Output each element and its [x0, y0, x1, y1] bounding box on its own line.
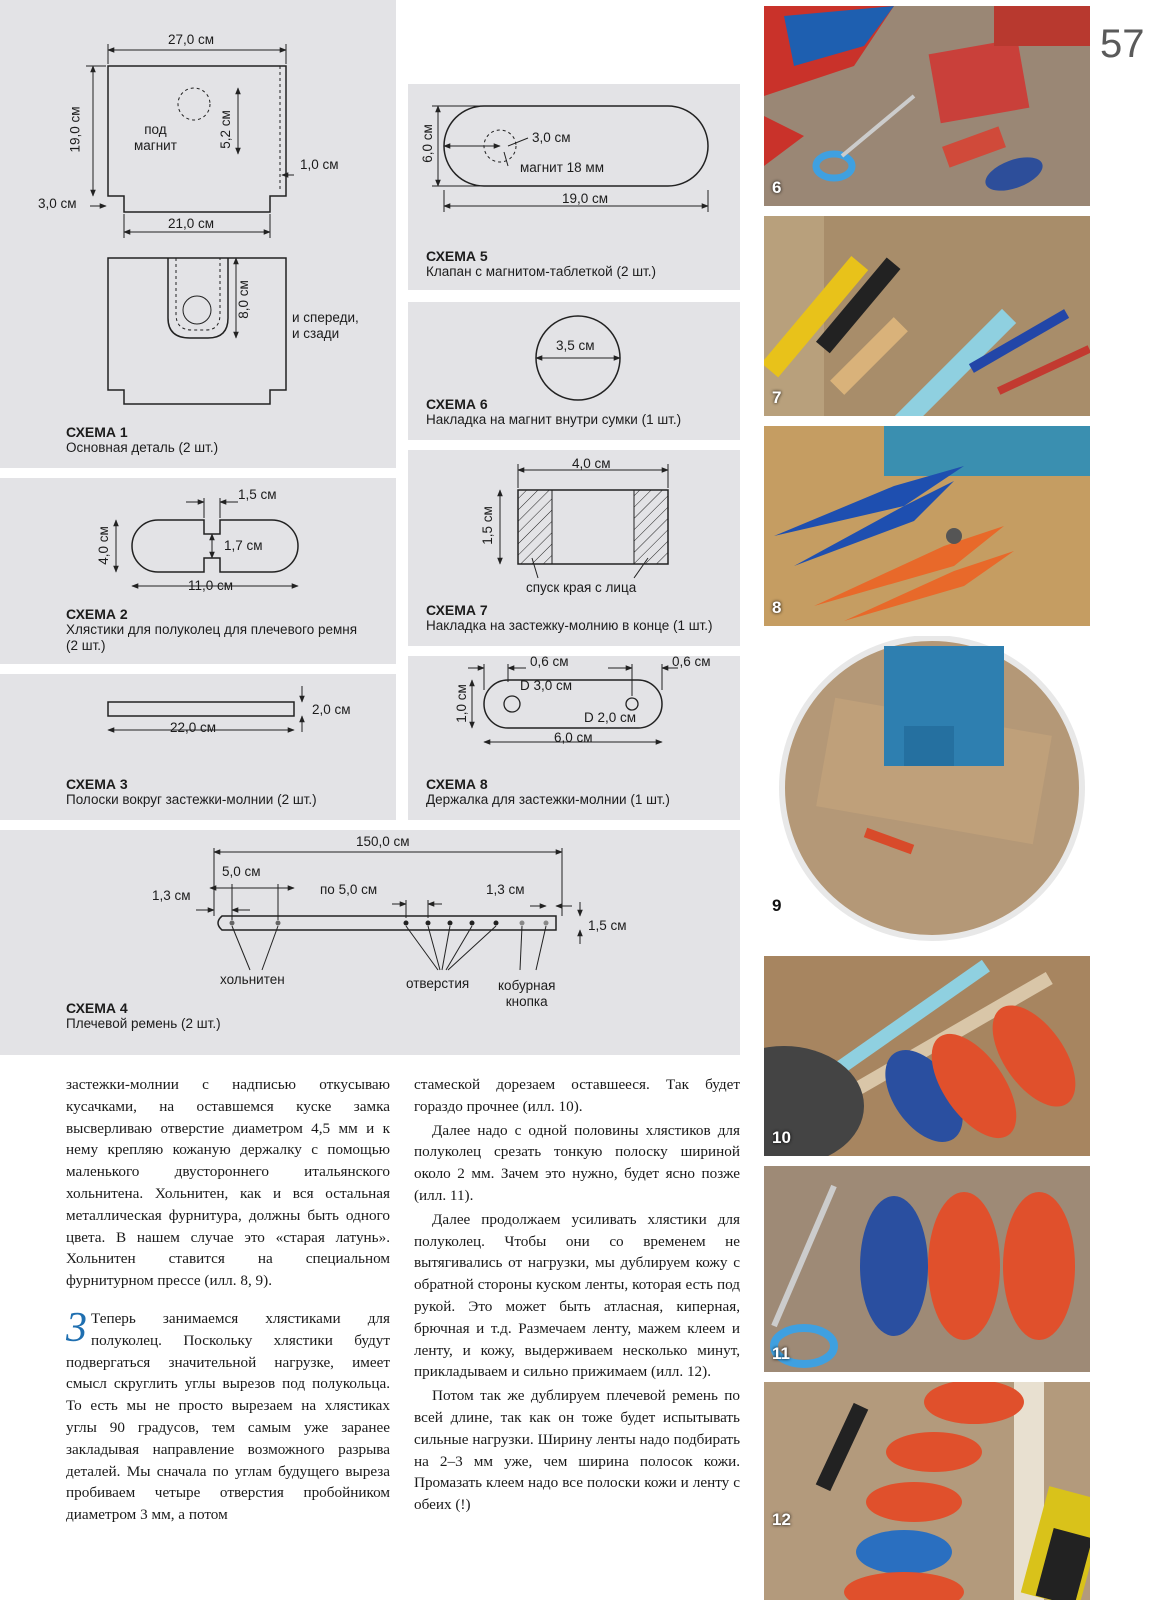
scheme3-panel: [0, 674, 396, 820]
scheme5-dim-length: 19,0 см: [562, 191, 609, 206]
scheme5-caption: [426, 248, 656, 280]
scheme6-caption: [426, 396, 681, 428]
scheme7-dim-width: 4,0 см: [572, 456, 611, 471]
scheme8-title: СХЕМА 8: [426, 776, 488, 792]
scheme4-dim-height: 1,5 см: [588, 918, 627, 933]
scheme4-caption: [66, 1000, 221, 1032]
scheme1-dim-notch: 3,0 см: [38, 196, 77, 211]
dropcap-3: 3: [66, 1304, 87, 1351]
scheme6-caption-text: Накладка на магнит внутри сумки (1 шт.): [426, 412, 682, 427]
photo-10-number: 10: [772, 1128, 791, 1147]
scheme3-title: СХЕМА 3: [66, 776, 128, 792]
glue-and-tabs-photo: [764, 1382, 1090, 1600]
scheme5-title: СХЕМА 5: [426, 248, 488, 264]
scheme7-panel: [408, 450, 740, 646]
scheme1-dim-width: 27,0 см: [168, 32, 215, 47]
scheme3-dim-height: 2,0 см: [312, 702, 351, 717]
scheme5-label-magnet: магнит 18 мм: [520, 160, 604, 175]
photo-10: [764, 956, 1090, 1156]
scheme7-caption-text: Накладка на застежку-молнию в конце (1 шт.): [426, 618, 713, 633]
scheme2-dim-notch-w: 1,5 см: [238, 487, 277, 502]
scheme6-title: СХЕМА 6: [426, 396, 488, 412]
scheme4-label-holes: отверстия: [406, 976, 470, 991]
page-number: 57: [1100, 22, 1145, 66]
scheme5-panel: [408, 84, 740, 290]
col2-paragraph-3: Далее продолжаем усиливать хлястики для полуколец. Чтобы они со временем не вытягивались от нагрузки, мы дублируем кожу с обратной стороны куском ленты, которая есть под рукой. Это может быть атласная, киперная, брючная и т.д. Размечаем ленту, мажем клеем и ленту, и кожу, выдерживаем несколько минут, прикладываем и сильно прижимаем (илл. 12).: [414, 1210, 740, 1381]
scheme1-dim-bottom: 21,0 см: [168, 216, 215, 231]
col2-paragraph-2: Далее надо с одной половины хлястиков для полуколец срезать тонкую полоску шириной около 2 мм. Зачем это нужно, будет ясно позже (илл. 11).: [414, 1121, 740, 1204]
press-photo: [764, 636, 1090, 946]
photo-11-number: 11: [772, 1344, 790, 1363]
scheme4-panel: [0, 830, 740, 1055]
text-column-2: [414, 1074, 740, 1518]
scheme5-dim-height: 6,0 см: [419, 124, 435, 163]
scheme2-caption: [66, 606, 366, 654]
scheme1-panel: [0, 0, 396, 468]
hammer-and-straps-photo: [764, 956, 1090, 1156]
photo-6: [764, 6, 1090, 206]
col1-paragraph-1: застежки-молнии с надписью откусываю кусачками, на оставшемся куске замка высверливаю отверстие диаметром 4,5 мм и к нему крепляю кожаную держалку с помощью маленького двустороннего итальянского хольнитена. Хольнитен, как и вся остальная металлическая фурнитура, должны быть одного цвета. В нашем случае это «старая латунь». Хольнитен ставится на специальном фурнитурном прессе (илл. 8, 9).: [66, 1076, 390, 1290]
scheme1-title: СХЕМА 1: [66, 424, 128, 440]
photo-12: [764, 1382, 1090, 1600]
col1-paragraph-2: [66, 1304, 390, 1526]
scheme8-dim-height: 1,0 см: [453, 684, 469, 723]
scheme4-dim-first: 5,0 см: [222, 864, 261, 879]
scheme7-title: СХЕМА 7: [426, 602, 488, 618]
scheme5-caption-text: Клапан с магнитом-таблеткой (2 шт.): [426, 264, 656, 279]
photo-12-number: 12: [772, 1510, 791, 1529]
scheme2-title: СХЕМА 2: [66, 606, 128, 622]
photo-7-number: 7: [772, 388, 782, 407]
scheme1-caption: [66, 424, 218, 456]
scheme4-dim-holes: по 5,0 см: [320, 882, 378, 897]
scheme4-title: СХЕМА 4: [66, 1000, 128, 1016]
col2-paragraph-4: Потом так же дублируем плечевой ремень по всей длине, так как он тоже будет испытывать сильные нагрузки. Ширину ленты надо подбирать на 2–3 мм уже, чем ширина полосок кожи. Промазать клеем надо все полоски кожи и ленту с обеих (!): [414, 1387, 740, 1514]
knife-and-awl-photo: [764, 216, 1090, 416]
pliers-photo: [764, 426, 1090, 626]
scheme6-panel: [408, 302, 740, 440]
scheme4-label-button: кобурная кнопка: [498, 978, 556, 1009]
scheme1-label-magnet: под магнит: [134, 122, 177, 153]
scheme8-dim-left-edge: 0,6 см: [530, 656, 569, 669]
scheme4-dim-edge-right: 1,3 см: [486, 882, 525, 897]
scheme8-caption-text: Держалка для застежки-молнии (1 шт.): [426, 792, 670, 807]
scheme1-caption-text: Основная деталь (2 шт.): [66, 440, 219, 455]
scheme7-caption: [426, 602, 712, 634]
photo-11: [764, 1166, 1090, 1372]
photo-6-number: 6: [772, 178, 782, 197]
scheme1-drawing: [0, 0, 396, 468]
photo-7: [764, 216, 1090, 416]
scheme8-label-d2: D 2,0 см: [584, 710, 637, 725]
scheme5-dim-offset: 3,0 см: [532, 130, 571, 145]
scheme2-dim-height: 4,0 см: [95, 526, 111, 565]
photo-8-number: 8: [772, 598, 782, 617]
scheme1-note: и спереди, и сзади: [292, 310, 359, 341]
scheme2-dim-length: 11,0 см: [188, 578, 234, 593]
scheme1-dim-magnet: 5,2 см: [217, 110, 233, 149]
scheme7-label-skive: спуск края с лица: [526, 580, 637, 595]
scheme8-caption: [426, 776, 670, 808]
scheme8-label-d3: D 3,0 см: [520, 678, 573, 693]
col2-paragraph-1: стамеской дорезаем оставшееся. Так будет гораздо прочнее (илл. 10).: [414, 1076, 740, 1115]
scheme2-caption-text: Хлястики для полуколец для плечевого ремня (2 шт.): [66, 622, 358, 653]
scheme2-panel: [0, 478, 396, 664]
scheme8-dim-length: 6,0 см: [554, 730, 593, 745]
scheme3-caption: [66, 776, 317, 808]
text-column-1: [66, 1074, 390, 1528]
scheme3-caption-text: Полоски вокруг застежки-молнии (2 шт.): [66, 792, 317, 807]
scheme4-caption-text: Плечевой ремень (2 шт.): [66, 1016, 221, 1031]
scheme6-dim-diameter: 3,5 см: [556, 338, 595, 353]
photo-9: [764, 636, 1090, 946]
scheme1-dim-pocket: 8,0 см: [235, 280, 251, 319]
scheme4-label-rivet: хольнитен: [220, 972, 285, 987]
photo-8: [764, 426, 1090, 626]
scheme8-dim-right-edge: 0,6 см: [672, 656, 711, 669]
scheme4-dim-edge-left: 1,3 см: [152, 888, 191, 903]
scheme1-dim-height: 19,0 см: [67, 106, 83, 153]
photo-9-number: 9: [772, 896, 782, 915]
scheme3-dim-length: 22,0 см: [170, 720, 217, 735]
scissors-and-tabs-photo: [764, 1166, 1090, 1372]
scheme2-dim-notch-h: 1,7 см: [224, 538, 263, 553]
scheme1-dim-edge: 1,0 см: [300, 157, 339, 172]
col1-paragraph-2-text: Теперь занимаемся хлястиками для полуколец. Поскольку хлястики будут подвергаться значительной нагрузке, имеет смысл скруглить углы вырезов под полукольца. То есть мы не просто вырезаем на хлястиках углы 90 градусов, тем самым уже заранее закладывая направление возможного разрыва деталей. Мы сначала по углам будущего выреза пробиваем четыре отверстия пробойником диаметром 3 мм, а потом: [66, 1309, 390, 1524]
scheme4-dim-length: 150,0 см: [356, 834, 410, 849]
scheme7-dim-height: 1,5 см: [479, 506, 495, 545]
scissors-and-leather-photo: [764, 6, 1090, 206]
scheme8-panel: [408, 656, 740, 820]
